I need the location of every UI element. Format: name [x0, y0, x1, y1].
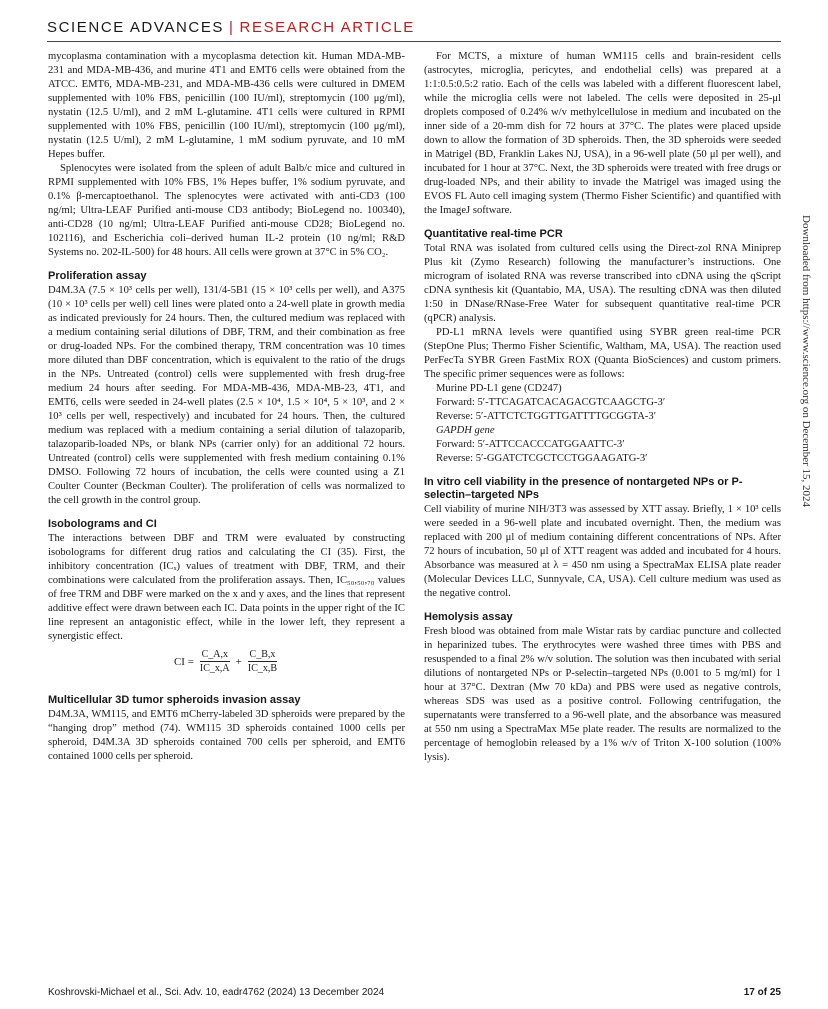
paragraph: The interactions between DBF and TRM were evaluated by constructing isobolograms for different drug ratios and calculating the CI (35). First, the inhibitory concentration (ICₓ) values of treatment with DBF, TRM, and their combinations were calculated from the proliferation assays. Then, IC₅₀,₅₀,₇₀ values of free TRM and DBF were marked on the x and y axes, and the lines that represent additive effect were drawn between each IC. Data points in the upper right of the IC line represent an antagonistic effect, while in the lower left, they represent a synergistic effect.: [48, 533, 405, 642]
primer-line: Forward: 5′-TTCAGATCACAGACGTCAAGCTG-3′: [436, 397, 666, 408]
left-column: [48, 50, 405, 764]
right-column: [424, 50, 781, 765]
paragraph: mycoplasma contamination with a mycoplasma detection kit. Human MDA-MB-231 and MDA-MB-436, and murine 4T1 and EMT6 cells were obtained from the ATCC. EMT6, MDA-MB-231, and MDA-MB-436 cells were cultured in DMEM supplemented with 10% FBS, penicillin (100 IU/ml), streptomycin (100 μg/ml), nystatin (12.5 U/ml), and 2 mM L-glutamine. 4T1 cells were cultured in RPMI supplemented with 10% FBS, penicillin (100 IU/ml), streptomycin (100 μg/ml), nystatin (12.5 U/ml), 2 mM L-glutamine, 1 mM sodium pyruvate, and 10 mM Hepes buffer.: [48, 51, 405, 160]
section-heading: In vitro cell viability in the presence of nontargeted NPs or P-selectin–targeted NPs: [424, 476, 743, 501]
fraction-b: [246, 648, 279, 675]
download-note: Downloaded from https://www.science.org on December 15, 2024: [800, 215, 812, 508]
header-separator: |: [229, 19, 235, 36]
ci-formula: [48, 648, 405, 684]
section-heading: Quantitative real-time PCR: [424, 228, 563, 240]
page-number: 17 of 25: [743, 987, 781, 998]
paragraph: Total RNA was isolated from cultured cells using the Direct-zol RNA Miniprep Plus kit (Zymo Research) following the manufacturer’s instructions. One microgram of isolated RNA was reverse transcribed into cDNA using the qScript cDNA synthesis kit (Quantabio, MA, USA). The resulting cDNA was then diluted 1:50 in DNase/RNase-Free Water for subsequent quantitative real-time PCR (qPCR) analysis.: [424, 243, 781, 324]
journal-name: SCIENCE ADVANCES: [47, 19, 225, 36]
article-section: RESEARCH ARTICLE: [239, 19, 415, 36]
section-heading: Isobolograms and CI: [48, 518, 157, 530]
section-heading: Proliferation assay: [48, 270, 147, 282]
paragraph: D4M.3A, WM115, and EMT6 mCherry-labeled 3D spheroids were prepared by the “hanging drop” method (74). WM115 3D spheroids contained 1000 cells per spheroid, D4M.3A 3D spheroids contained 700 cells per spheroid, and EMT6 contained 1000 cells per spheroid.: [48, 709, 405, 762]
formula-lhs: CI =: [173, 655, 194, 668]
running-header: [47, 19, 415, 36]
section-heading: Multicellular 3D tumor spheroids invasion assay: [48, 694, 301, 706]
formula-numerator: C_A,x: [201, 649, 228, 660]
section-heading: Hemolysis assay: [424, 611, 513, 623]
footer-citation: Koshrovski-Michael et al., Sci. Adv. 10, eadr4762 (2024) 13 December 2024: [48, 987, 385, 998]
primer-line: Murine PD-L1 gene (CD247): [436, 383, 562, 394]
paragraph: Splenocytes were isolated from the spleen of adult Balb/c mice and cultured in RPMI supplemented with 10% FBS, 1% Hepes buffer, 1% sodium pyruvate, and 0.1% β-mercaptoethanol. The splenocytes were activated with anti-CD3 (100 ng/ml; Ultra-LEAF Purified anti-mouse CD3 antibody; BioLegend no. 100340), anti-CD28 (10 ng/ml; Ultra-LEAF Purified anti-mouse CD28; BioLegend no. 102116), and Escherichia coli–derived human IL-2 protein (10 ng/ml; R&D Systems no. 202-IL-500) for 48 hours. All cells were grown at 37°C in 5% CO₂.: [48, 163, 405, 258]
paragraph: Fresh blood was obtained from male Wistar rats by cardiac puncture and collected in heparinized tubes. The erythrocytes were washed three times with PBS and resuspended to a final 2% w/v solution. The solution was then incubated with serial dilutions of nontargeted NPs or P-selectin–targeted NPs (0.001 to 5 mg/ml) for 1 hour at 37°C. Dextran (Mw 70 kDa) and PBS were used as negative controls, whereas SDS was used as a positive control. Following centrifugation, the supernatants were transferred to a 96-well plate, and the absorbance was measured at 550 nm using a SpectraMax M5e plate reader. The results are normalized to the percentage of hemoglobin released by a 1% w/v of Triton X-100 solution (100% lysis).: [424, 626, 781, 763]
formula-denominator: IC_x,A: [199, 663, 230, 674]
primer-line: GAPDH gene: [436, 425, 495, 436]
download-watermark: [800, 215, 814, 815]
formula-denominator: IC_x,B: [247, 663, 278, 674]
formula-plus: +: [235, 655, 242, 668]
fraction-a: [198, 648, 232, 675]
paragraph: PD-L1 mRNA levels were quantified using SYBR green real-time PCR (StepOne Plus; Thermo Fisher Scientific, Waltham, MA, USA). The reaction used PerFecTa SYBR Green FastMix ROX (Quanta BioSciences) and custom primers. The specific primer sequences were as follows:: [424, 327, 781, 380]
primer-line: Forward: 5′-ATTCCACCCATGGAATTC-3′: [436, 439, 625, 450]
primer-line: Reverse: 5′-ATTCTCTGGTTGATTTTGCGGTA-3′: [436, 411, 657, 422]
paragraph: D4M.3A (7.5 × 10³ cells per well), 131/4-5B1 (15 × 10³ cells per well), and A375 (10 × 10³ cells per well) cell lines were plated onto a 24-well plate in growth media as indicated previously for 24 hours. Then, the cultured medium was replaced with a medium containing serial dilutions of DBF, TRM, and their combination as free or drug-loaded NPs. For the combined therapy, TRM concentration was 10 times more diluted than DBF concentration, which is equivalent to the ratio of the drugs in the NPs. Untreated (control) cells were supplemented with fresh drug-free medium 24 hours after seeding. For MDA-MB-436, MDA-MB-23, 4T1, and EMT6, cells were seeded in 24-well plates (2.5 × 10⁴, 1.5 × 10⁴, 5 × 10³, and 2 × 10³ cells per well, respectively) and incubated for 24 hours. Then, the cultured medium was replaced with a medium containing a serial dilution of talazoparib, talazoparib-loaded NPs, or blank NPs (carrier only) for an additional 72 hours. Untreated (control) cells were supplemented with fresh medium containing 0.1% DMSO. Following 72 hours of incubation, the cells were counted using a Z1 Coulter Counter (Beckman Coulter). The proliferation of cells was normalized to the cell growth in the control group.: [48, 285, 405, 506]
primer-line: Reverse: 5′-GGATCTCGCTCCTGGAAGATG-3′: [436, 453, 648, 464]
paragraph: Cell viability of murine NIH/3T3 was assessed by XTT assay. Briefly, 1 × 10³ cells were seeded in a 96-well plate and incubated overnight. Then, the medium was replaced with 200 μl of medium containing different concentrations of NPs. After 72 hours of incubation, 50 μl of XTT reagent was added and incubated for 4 hours. Absorbance was measured at λ = 450 nm using a SpectraMax ELISA plate reader (Molecular Devices LLC, Sunnyvale, CA, USA). Cell culture medium was used as the negative control.: [424, 504, 781, 599]
header-rule: [47, 41, 781, 42]
paragraph: For MCTS, a mixture of human WM115 cells and brain-resident cells (astrocytes, microglia, pericytes, and endothelial cells) was prepared at a 1:1:0.5:0.5:2 ratio. Each of the cells was labeled with a different fluorescent label, while the microglia cells were not labeled. The cells were deposited in 25-μl droplets composed of 0.24% w/v methylcellulose in medium and incubated on the inner side of a 20-mm dish for 72 hours at 37°C. The plates were placed upside down to allow the formation of 3D spheroids. Then, the 3D spheroids were seeded in Matrigel (BD, Franklin Lakes NJ, USA), in a 96-well plate (50 μl per well), and incubated for 1 hour at 37°C. Next, the 3D spheroids were treated with free drugs or drug-loaded NPs, and their ability to invade the Matrigel was imaged using the EVOS FL Auto cell imaging system (Thermo Fisher Scientific) and quantified with the ImageJ software.: [424, 51, 781, 216]
formula-numerator: C_B,x: [249, 649, 276, 660]
